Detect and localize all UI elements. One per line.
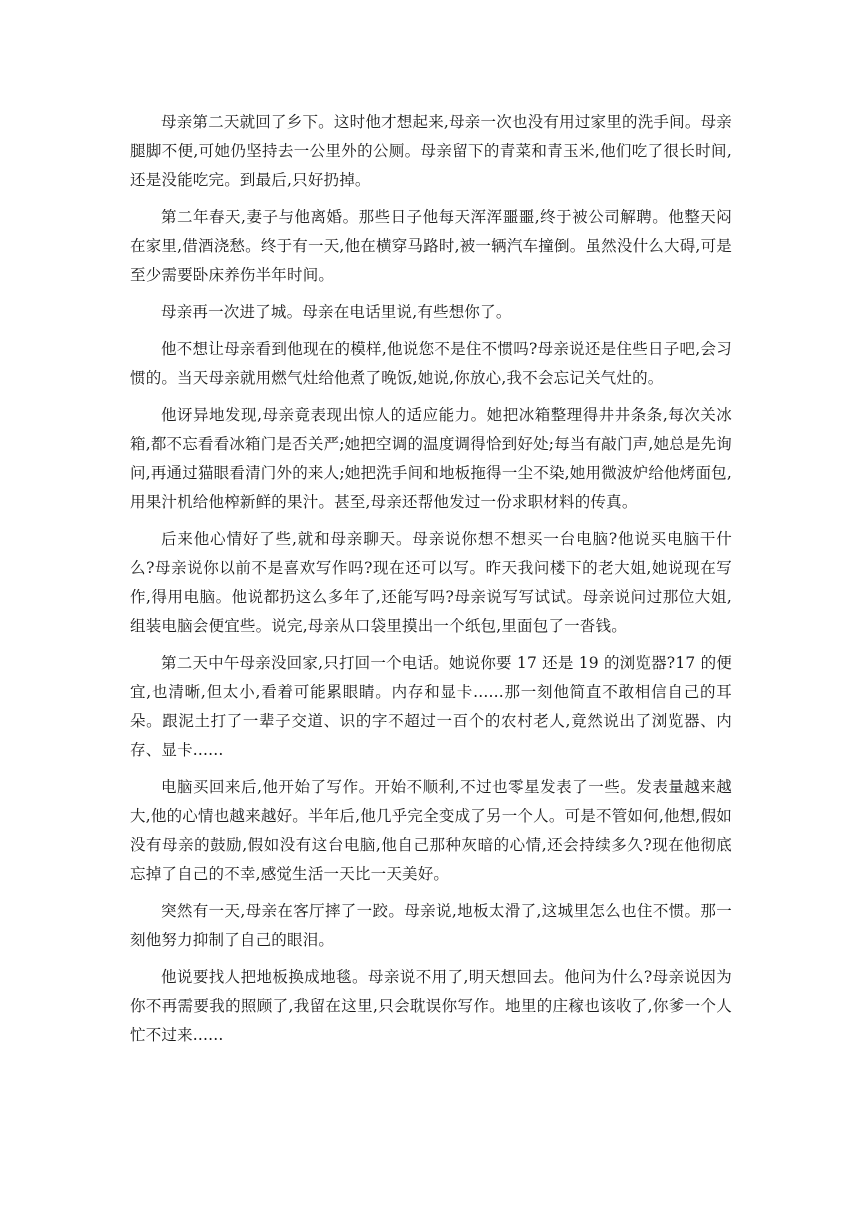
paragraph: 电脑买回来后,他开始了写作。开始不顺利,不过也零星发表了一些。发表量越来越大,他的心情也越来越好。半年后,他几乎完全变成了另一个人。可是不管如何,他想,假如没有母亲的鼓励,假如没有这台电脑,他自己那种灰暗的心情,还会持续多久?现在他彻底忘掉了自己的不幸,感觉生活一天比一天美好。 xyxy=(130,778,732,883)
paragraph: 他不想让母亲看到他现在的模样,他说您不是住不惯吗?母亲说还是住些日子吧,会习惯的。当天母亲就用燃气灶给他煮了晚饭,她说,你放心,我不会忘记关气灶的。 xyxy=(130,340,732,387)
paragraph: 母亲再一次进了城。母亲在电话里说,有些想你了。 xyxy=(161,303,512,321)
paragraph: 第二年春天,妻子与他离婚。那些日子他每天浑浑噩噩,终于被公司解聘。他整天闷在家里,借酒浇愁。终于有一天,他在横穿马路时,被一辆汽车撞倒。虽然没什么大碍,可是至少需要卧床养伤半年时间。 xyxy=(130,208,732,284)
paragraph: 他讶异地发现,母亲竟表现出惊人的适应能力。她把冰箱整理得井井条条,每次关冰箱,都不忘看看冰箱门是否关严;她把空调的温度调得恰到好处;每当有敲门声,她总是先询问,再通过猫眼看清门外的来人;她把洗手间和地板拖得一尘不染,她用微波炉给他烤面包,用果汁机给他榨新鲜的果汁。甚至,母亲还帮他发过一份求职材料的传真。 xyxy=(130,406,733,511)
paragraph: 母亲第二天就回了乡下。这时他才想起来,母亲一次也没有用过家里的洗手间。母亲腿脚不便,可她仍坚持去一公里外的公厕。母亲留下的青菜和青玉米,他们吃了很长时间,还是没能吃完。到最后,只好扔掉。 xyxy=(130,113,732,189)
paragraph: 后来他心情好了些,就和母亲聊天。母亲说你想不想买一台电脑?他说买电脑干什么?母亲说你以前不是喜欢写作吗?现在还可以写。昨天我问楼下的老大姐,她说现在写作,得用电脑。他说都扔这么多年了,还能写吗?母亲说写写试试。母亲说问过那位大姐,组装电脑会便宜些。说完,母亲从口袋里摸出一个纸包,里面包了一沓钱。 xyxy=(130,530,732,635)
paragraph: 他说要找人把地板换成地毯。母亲说不用了,明天想回去。他问为什么?母亲说因为你不再需要我的照顾了,我留在这里,只会耽误你写作。地里的庄稼也该收了,你爹一个人忙不过来...... xyxy=(130,968,732,1044)
article-body xyxy=(130,108,732,1058)
paragraph: 第二天中午母亲没回家,只打回一个电话。她说你要 17 还是 19 的浏览器?17 的便宜,也清晰,但太小,看着可能累眼睛。内存和显卡......那一刻他简直不敢相信自己的耳朵。跟泥土打了一辈子交道、识的字不超过一百个的农村老人,竟然说出了浏览器、内存、显卡...... xyxy=(130,654,732,759)
paragraph: 突然有一天,母亲在客厅摔了一跤。母亲说,地板太滑了,这城里怎么也住不惯。那一刻他努力抑制了自己的眼泪。 xyxy=(130,902,732,949)
